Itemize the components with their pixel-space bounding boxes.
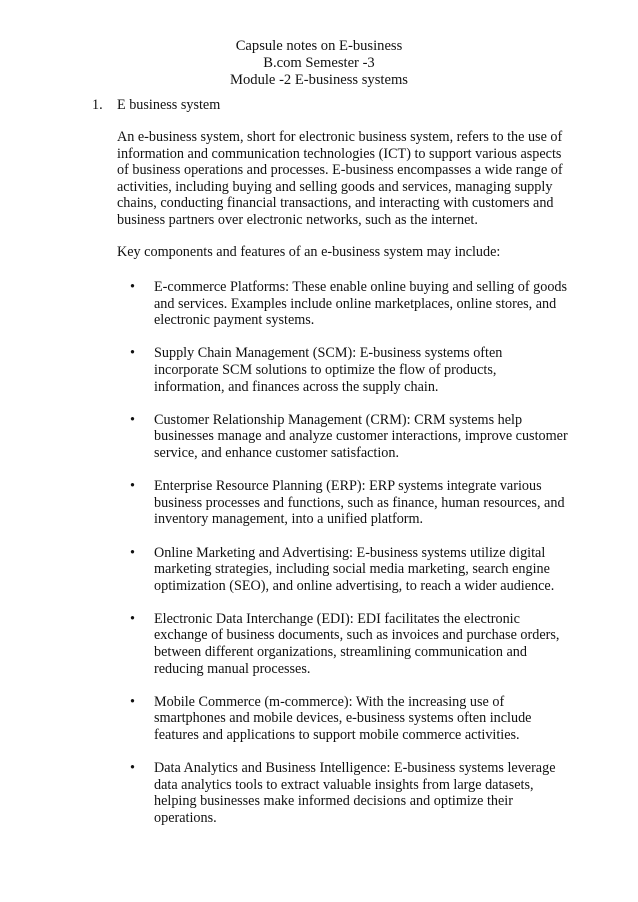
list-item — [0, 760, 638, 826]
list-item-text: E-commerce Platforms: These enable online buying and selling of goods and services. Examples include online marketplaces, online stores, and electronic payment systems. — [154, 279, 568, 329]
section-title: E business system — [117, 97, 221, 113]
list-item — [0, 694, 638, 744]
list-item-text: Mobile Commerce (m-commerce): With the increasing use of smartphones and mobile devices, e-business systems often include features and applications to support mobile commerce activities. — [154, 693, 532, 744]
intro-paragraph: An e-business system, short for electronic business system, refers to the use of information and communication technologies (ICT) to support various aspects of business operations and processes. E-business encompasses a wide range of activities, including buying and selling goods and services, managing supply chains, conducting financial transactions, and interacting with customers and business partners over electronic networks, such as the internet. — [117, 129, 563, 228]
key-components-list — [0, 279, 638, 843]
bullet-icon: • — [130, 610, 135, 627]
list-item — [0, 345, 638, 395]
section-number: 1. — [92, 97, 103, 113]
bullet-icon: • — [130, 478, 135, 495]
header-title: Capsule notes on E-business — [235, 38, 403, 54]
list-item-text: Supply Chain Management (SCM): E-business systems often incorporate SCM solutions to optimize the flow of products, information, and finances across the supply chain. — [154, 345, 503, 395]
bullet-icon: • — [130, 760, 135, 777]
list-item — [0, 611, 638, 677]
bullet-icon: • — [130, 345, 135, 362]
bullet-icon: • — [130, 544, 135, 561]
bullet-icon: • — [130, 411, 135, 428]
header-module: Module -2 E-business systems — [230, 72, 408, 89]
list-item-text: Customer Relationship Management (CRM): CRM systems help businesses manage and analyze customer interactions, improve customer service, and enhance customer satisfaction. — [154, 411, 568, 461]
list-item-text: Data Analytics and Business Intelligence: E-business systems leverage data analytics tools to extract valuable insights from large datasets, helping businesses make informed decisions and optimize their operations. — [154, 760, 556, 826]
list-item-text: Electronic Data Interchange (EDI): EDI facilitates the electronic exchange of business documents, such as invoices and purchase orders, between different organizations, streamlining communication and reducing manual processes. — [154, 610, 560, 677]
key-components-intro: Key components and features of an e-business system may include: — [117, 244, 501, 260]
list-item — [0, 478, 638, 528]
list-item — [0, 545, 638, 595]
list-item — [0, 412, 638, 462]
document-header — [0, 38, 638, 90]
bullet-icon: • — [130, 693, 135, 710]
list-item — [0, 279, 638, 329]
header-semester: B.com Semester -3 — [263, 55, 375, 72]
list-item-text: Enterprise Resource Planning (ERP): ERP systems integrate various business processes and functions, such as finance, human resources, and inventory management, into a unified platform. — [154, 478, 565, 528]
list-item-text: Online Marketing and Advertising: E-business systems utilize digital marketing strategies, including social media marketing, search engine optimization (SEO), and online advertising, to reach a wider audience. — [154, 544, 555, 594]
bullet-icon: • — [130, 279, 135, 295]
